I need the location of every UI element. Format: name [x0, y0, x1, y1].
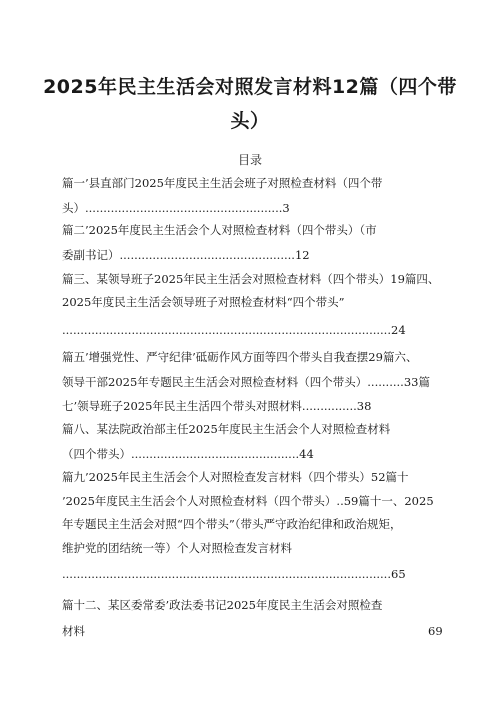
toc-entry-4-leader[interactable]: ..........................................................................................24 [62, 323, 406, 337]
toc-entry-7[interactable]: 七’领导班子2025年民主生活四个带头对照材料...............38 [62, 399, 372, 413]
toc-entry-12-line-2[interactable]: 材料 [62, 624, 85, 638]
toc-entry-12-page-number[interactable]: 69 [428, 624, 443, 638]
toc-entry-11-leader[interactable]: ..........................................................................................65 [62, 567, 406, 581]
toc-entry-8-line-1[interactable]: 篇八、某法院政治部主任2025年度民主生活会个人对照检查材料 [62, 422, 391, 436]
toc-entry-12-line-1[interactable]: 篇十二、某区委常委’政法委书记2025年度民主生活会对照检查 [62, 598, 383, 612]
toc-heading: 目录 [237, 153, 262, 167]
toc-entry-1-line-1[interactable]: 篇一’县直部门2025年度民主生活会班子对照检查材料（四个带 [62, 176, 383, 190]
toc-entry-8-line-2[interactable]: （四个带头）..............................................44 [62, 447, 314, 461]
document-title-line-2: 头） [230, 110, 270, 132]
toc-entry-9-10-line-1[interactable]: 篇九’2025年民主生活会个人对照检查发言材料（四个带头）52篇十 [62, 470, 409, 484]
toc-entry-4-line-2[interactable]: 2025年度民主生活会领导班子对照检查材料“四个带头” [62, 295, 345, 309]
toc-entry-5-6-line-1[interactable]: 篇五’增强党性、严守纪律’砥砺作风方面等四个带头自我查摆29篇六、 [62, 350, 418, 364]
toc-entry-11-line-3[interactable]: 年专题民主生活会对照“四个带头”（带头严守政治纪律和政治规矩， [62, 517, 402, 531]
toc-entry-11-line-4[interactable]: 维护党的团结统一等）个人对照检查发言材料 [62, 541, 292, 555]
document-title-line-1: 2025年民主生活会对照发言材料12篇（四个带 [43, 76, 457, 98]
toc-entry-6-line-2[interactable]: 领导干部2025年专题民主生活会对照检查材料（四个带头）..........33篇 [62, 375, 430, 389]
toc-entry-2-line-2[interactable]: 委副书记）................................................12 [62, 248, 310, 262]
toc-entry-2-line-1[interactable]: 篇二’2025年度民主生活会个人对照检查材料（四个带头）（市 [62, 223, 377, 237]
toc-entry-10-11-line-2[interactable]: ’2025年度民主生活会个人对照检查材料（四个带头）..59篇十一、2025 [62, 494, 434, 508]
toc-entry-1-line-2[interactable]: 头）......................................................3 [62, 201, 290, 215]
toc-entry-3-4-line-1[interactable]: 篇三、某领导班子2025年民主生活会对照检查材料（四个带头）19篇四、 [62, 272, 440, 286]
